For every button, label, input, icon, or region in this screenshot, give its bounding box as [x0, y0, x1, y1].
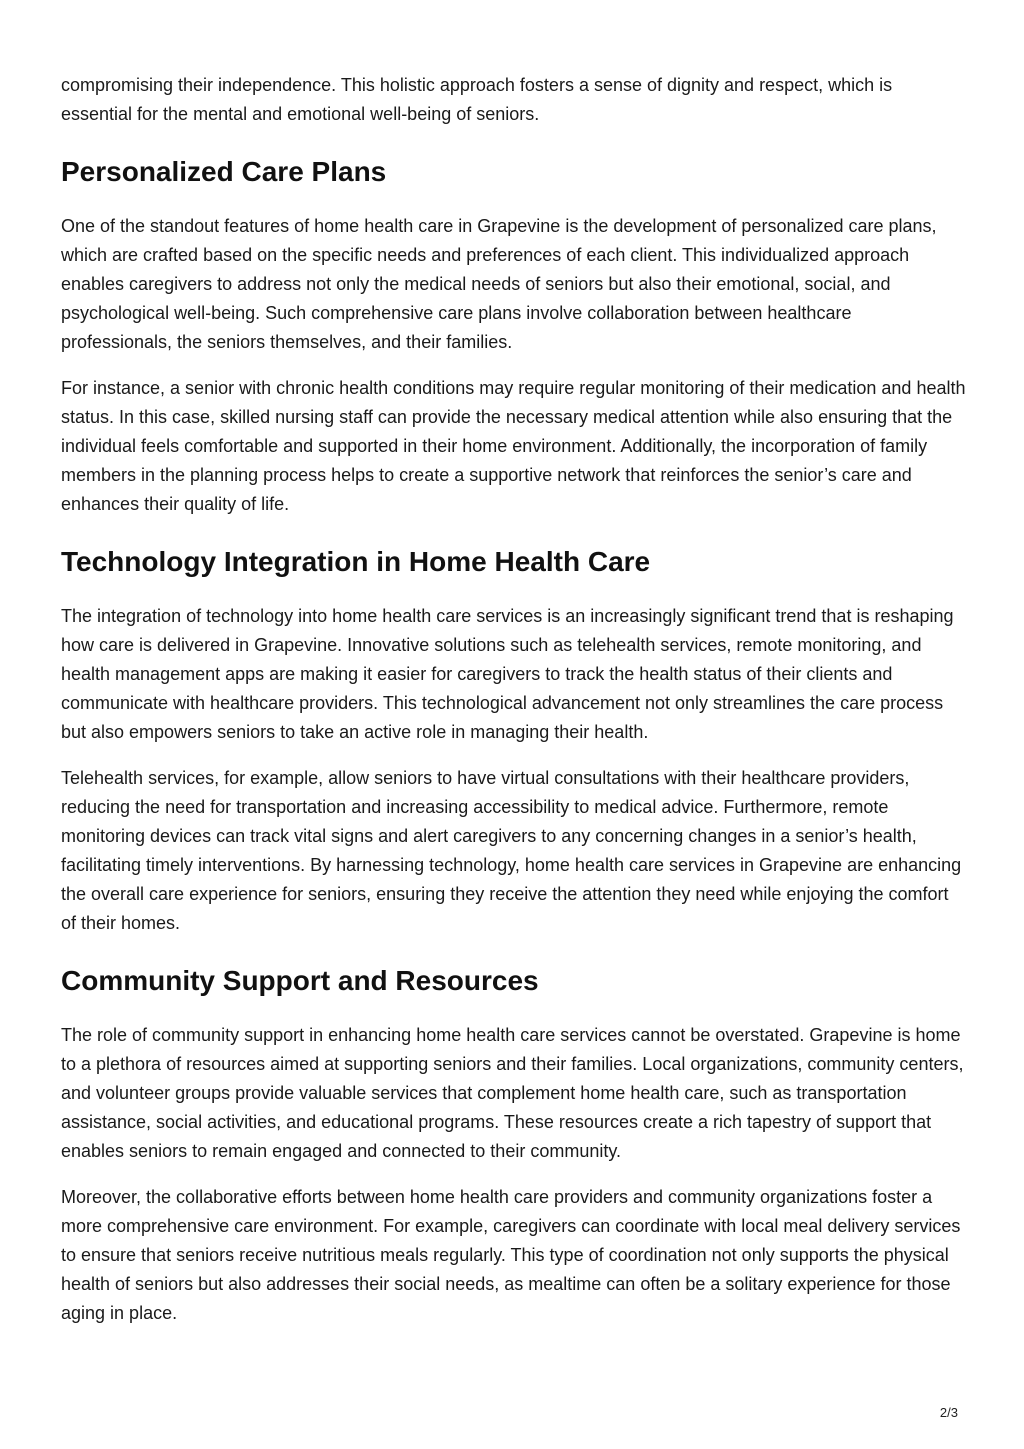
paragraph: The role of community support in enhancing home health care services cannot be overstated. Grapevine is home to a plethora of resources aimed at supporting seniors and their families. Local organizations, community centers, and volunteer groups provide valuable services that complement home health care, such as transportation assistance, social activities, and educational programs. These resources create a rich tapestry of support that enables seniors to remain engaged and connected to their community.: [61, 1025, 964, 1161]
page-number: 2/3: [939, 1405, 958, 1420]
section-heading-community-support: Community Support and Resources: [61, 965, 539, 996]
paragraph: The integration of technology into home health care services is an increasingly significant trend that is reshaping how care is delivered in Grapevine. Innovative solutions such as telehealth services, remote monitoring, and health management apps are making it easier for caregivers to track the health status of their clients and communicate with healthcare providers. This technological advancement not only streamlines the care process but also empowers seniors to take an active role in managing their health.: [61, 606, 954, 742]
paragraph: Moreover, the collaborative efforts between home health care providers and community organizations foster a more comprehensive care environment. For example, caregivers can coordinate with local meal delivery services to ensure that seniors receive nutritious meals regularly. This type of coordination not only supports the physical health of seniors but also addresses their social needs, as mealtime can often be a solitary experience for those aging in place.: [61, 1187, 961, 1323]
section-heading-technology-integration: Technology Integration in Home Health Care: [61, 546, 651, 577]
paragraph: For instance, a senior with chronic health conditions may require regular monitoring of their medication and health status. In this case, skilled nursing staff can provide the necessary medical attention while also ensuring that the individual feels comfortable and supported in their home environment. Additionally, the incorporation of family members in the planning process helps to create a supportive network that reinforces the senior’s care and enhances their quality of life.: [61, 378, 966, 514]
section-heading-personalized-care-plans: Personalized Care Plans: [61, 156, 387, 187]
paragraph: One of the standout features of home health care in Grapevine is the development of personalized care plans, which are crafted based on the specific needs and preferences of each client. This individualized approach enables caregivers to address not only the medical needs of seniors but also their emotional, social, and psychological well-being. Such comprehensive care plans involve collaboration between healthcare professionals, the seniors themselves, and their families.: [61, 216, 937, 352]
intro-paragraph: compromising their independence. This holistic approach fosters a sense of dignity and respect, which is essential for the mental and emotional well-being of seniors.: [61, 75, 893, 124]
document-page: [61, 71, 966, 1328]
paragraph: Telehealth services, for example, allow seniors to have virtual consultations with their healthcare providers, reducing the need for transportation and increasing accessibility to medical advice. Furthermore, remote monitoring devices can track vital signs and alert caregivers to any concerning changes in a senior’s health, facilitating timely interventions. By harnessing technology, home health care services in Grapevine are enhancing the overall care experience for seniors, ensuring they receive the attention they need while enjoying the comfort of their homes.: [61, 768, 962, 933]
